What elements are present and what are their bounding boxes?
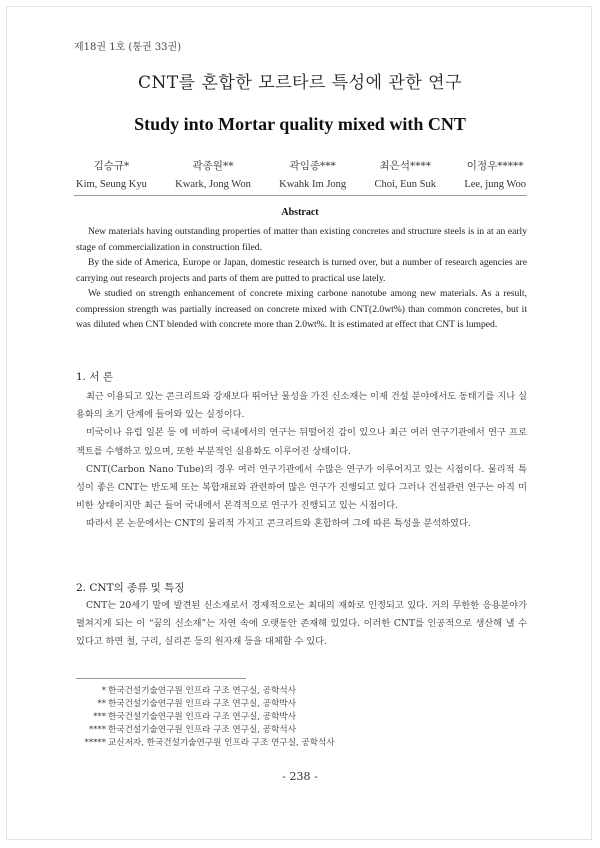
author-name-ko: 이정우***** bbox=[466, 160, 524, 172]
author-name-en: Choi, Eun Suk bbox=[374, 179, 437, 190]
author-name-en: Kim, Seung Kyu bbox=[76, 179, 147, 190]
footnote-text: 한국건설기술연구원 인프라 구조 연구실, 공학박사 bbox=[108, 699, 296, 709]
footnote-text: 한국건설기술연구원 인프라 구조 연구실, 공학석사 bbox=[108, 725, 296, 735]
author-name-ko: 김승규* bbox=[93, 160, 130, 172]
abstract-paragraph: By the side of America, Europe or Japan, domestic research is turned over, but a number of research agencies are carrying out research projects and parts of them are putted to practical use lately. bbox=[76, 257, 527, 284]
author-4 bbox=[374, 158, 436, 190]
journal-issue-header: 제18권 1호 (통권 33권) bbox=[74, 42, 182, 53]
footnote-mark: **** bbox=[88, 725, 106, 735]
author-name-en: Lee, jung Woo bbox=[464, 179, 526, 190]
footnote bbox=[76, 698, 335, 711]
section-2-body bbox=[76, 597, 527, 652]
author-name-ko: 최은석**** bbox=[379, 160, 431, 172]
footnote-mark: ***** bbox=[84, 738, 106, 748]
author-5 bbox=[464, 158, 526, 190]
abstract-paragraph: New materials having outstanding properties of matter than existing concretes and structure steels is in at an early stage of commercialization in construction filed. bbox=[76, 226, 527, 253]
section-paragraph: 최근 이용되고 있는 콘크리트와 강재보다 뛰어난 물성을 가진 신소재는 이제 건설 분야에서도 동태기를 지나 실용화의 초기 단계에 들어와 있는 실정이다. bbox=[76, 391, 527, 421]
footnote bbox=[76, 711, 335, 724]
author-name-en: Kwahk Im Jong bbox=[279, 179, 347, 190]
footnote-text: 교신저자, 한국건설기술연구원 인프라 구조 연구실, 공학석사 bbox=[108, 738, 335, 748]
author-name-ko: 곽임종*** bbox=[289, 160, 336, 172]
footnote-mark: ** bbox=[97, 699, 106, 709]
footnote-mark: *** bbox=[93, 712, 106, 722]
footnote-mark: * bbox=[101, 686, 106, 696]
author-divider bbox=[74, 195, 527, 196]
section-paragraph: CNT(Carbon Nano Tube)의 경우 여러 연구기관에서 수많은 연구가 이루어지고 있는 시점이다. 물리적 특성이 좋은 CNT는 반도체 또는 복합재료와 관련하여 많은 연구가 진행되고 있다 그러나 건설관련 연구는 아직 미비한 상태이지만 최근 들어 국내에서 본격적으로 연구가 진행되고 있는 시점이다. bbox=[76, 463, 527, 512]
section-1-body bbox=[76, 388, 527, 534]
author-name-en: Kwark, Jong Won bbox=[175, 179, 251, 190]
korean-title: CNT를 혼합한 모르타르 특성에 관한 연구 bbox=[137, 73, 463, 93]
author-2 bbox=[175, 158, 251, 190]
footnote bbox=[76, 724, 335, 737]
footnote bbox=[76, 685, 335, 698]
footnote-rule bbox=[76, 678, 246, 679]
author-3 bbox=[279, 158, 346, 190]
page-number: - 238 - bbox=[282, 770, 318, 783]
abstract-body bbox=[76, 224, 527, 333]
author-name-ko: 곽종원** bbox=[192, 160, 234, 172]
section-paragraph: CNT는 20세기 말에 발견된 신소재로서 경제적으로는 최대의 재화로 인정되고 있다. 거의 무한한 응용분야가 펼쳐지게 되는 이 “꿈의 신소재”는 자연 속에 오랫동안 존재해 있었다. 이러한 CNT를 인공적으로 생산해 낼 수 있다고 하면 철, 구리, 실리콘 등의 원자재 등을 대체할 수 있다. bbox=[76, 600, 527, 648]
english-title: Study into Mortar quality mixed with CNT bbox=[134, 114, 466, 134]
abstract-heading: Abstract bbox=[281, 207, 319, 218]
abstract-paragraph: We studied on strength enhancement of concrete mixing carbone nanotube among new materials. As a result, compression strength was partially increased on concrete mixed with CNT(2.0wt%) than common concretes, but it was diluted when CNT blended with concrete more than 2.0wt%. It is estimated at effect that CNT is lumped. bbox=[76, 288, 527, 330]
section-2-heading: 2. CNT의 종류 및 특징 bbox=[76, 582, 185, 594]
footnote-text: 한국건설기술연구원 인프라 구조 연구실, 공학박사 bbox=[108, 712, 296, 722]
footnotes bbox=[76, 685, 335, 750]
section-paragraph: 따라서 본 논문에서는 CNT의 물리적 가지고 콘크리트와 혼합하여 그에 따른 특성을 분석하였다. bbox=[86, 518, 471, 530]
footnote bbox=[76, 737, 335, 750]
footnote-text: 한국건설기술연구원 인프라 구조 연구실, 공학석사 bbox=[108, 686, 296, 696]
section-1-heading: 1. 서 론 bbox=[76, 371, 113, 383]
author-list bbox=[76, 158, 526, 190]
section-paragraph: 미국이나 유럽 일본 등 에 비하여 국내에서의 연구는 뒤떨어진 감이 있으나 최근 여러 연구기관에서 연구 프로젝트를 수행하고 있으며, 또한 부분적인 실용화도 이루어진 상태이다. bbox=[76, 427, 527, 457]
author-1 bbox=[76, 158, 147, 190]
